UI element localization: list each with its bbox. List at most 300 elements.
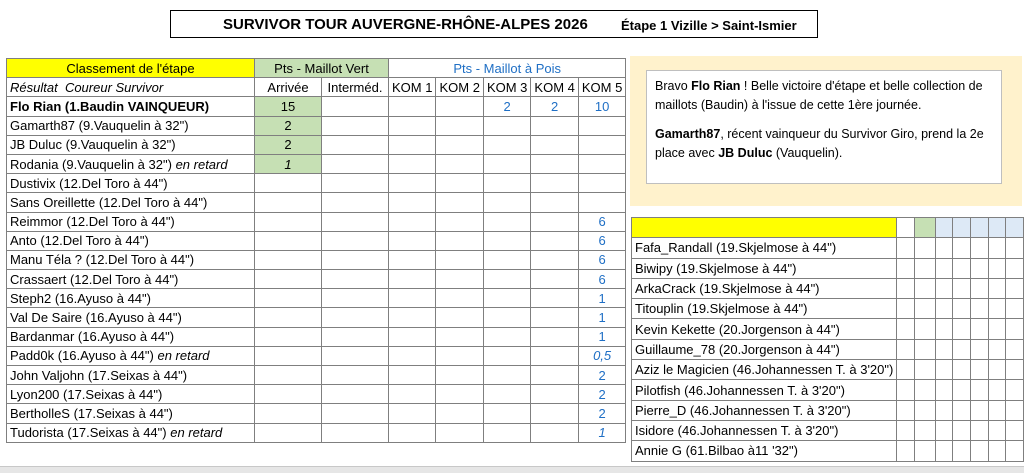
header-row-2: [7, 78, 626, 97]
kom5-cell[interactable]: 0,5: [578, 346, 625, 365]
comment-panel: [630, 56, 1022, 206]
kom1-cell[interactable]: [389, 212, 436, 231]
header-row-1: [7, 59, 626, 78]
kom2-cell[interactable]: [436, 116, 483, 135]
points-cell[interactable]: [971, 441, 989, 461]
kom2-cell[interactable]: [436, 154, 483, 173]
table-row: [7, 366, 626, 385]
intermed-cell[interactable]: [322, 385, 389, 404]
kom3-cell[interactable]: [483, 193, 530, 212]
overflow-results-table: [631, 217, 1024, 462]
kom2-cell[interactable]: [436, 250, 483, 269]
rider-name-cell[interactable]: Pilotfish (46.Johannessen T. à 3'20"): [632, 380, 897, 400]
kom2-cell[interactable]: [436, 270, 483, 289]
points-cell[interactable]: [897, 420, 915, 440]
kom5-cell[interactable]: 6: [578, 250, 625, 269]
side-header-cell: [632, 218, 897, 238]
points-cell[interactable]: [953, 278, 971, 298]
points-cell[interactable]: [935, 360, 953, 380]
kom4-cell[interactable]: [531, 116, 578, 135]
table-row: [7, 193, 626, 212]
rider-name: Tudorista (17.Seixas à 44"): [10, 425, 167, 441]
kom3-cell[interactable]: [483, 404, 530, 423]
kom2-cell[interactable]: [436, 289, 483, 308]
arrivee-cell[interactable]: [255, 366, 322, 385]
points-cell[interactable]: [935, 258, 953, 278]
points-cell[interactable]: [935, 299, 953, 319]
kom3-cell[interactable]: [483, 270, 530, 289]
rider-name-cell[interactable]: Guillaume_78 (20.Jorgenson à 44"): [632, 339, 897, 359]
kom1-cell[interactable]: [389, 154, 436, 173]
kom3-cell[interactable]: [483, 346, 530, 365]
arrivee-cell[interactable]: [255, 193, 322, 212]
rider-name-cell[interactable]: [7, 270, 255, 289]
points-cell[interactable]: [971, 319, 989, 339]
kom5-cell[interactable]: 1: [578, 308, 625, 327]
kom3-cell[interactable]: [483, 423, 530, 442]
points-cell[interactable]: [935, 380, 953, 400]
table-row: [7, 385, 626, 404]
points-cell[interactable]: [1006, 380, 1024, 400]
kom4-cell[interactable]: [531, 270, 578, 289]
side-header-cell: [935, 218, 953, 238]
coureur-label: Coureur Survivor: [64, 79, 164, 95]
kom5-cell[interactable]: [578, 154, 625, 173]
points-cell[interactable]: [988, 420, 1006, 440]
resultat-label: Résultat: [10, 79, 58, 95]
points-cell[interactable]: [953, 339, 971, 359]
points-cell[interactable]: [971, 380, 989, 400]
points-cell[interactable]: [953, 360, 971, 380]
rider-name-cell[interactable]: [7, 346, 255, 365]
kom4-cell[interactable]: [531, 366, 578, 385]
kom5-cell[interactable]: 2: [578, 404, 625, 423]
rider-name-cell[interactable]: [7, 231, 255, 250]
rider-name-cell[interactable]: [7, 174, 255, 193]
points-cell[interactable]: [897, 238, 915, 258]
kom4-header: KOM 4: [531, 78, 578, 97]
kom3-header: KOM 3: [483, 78, 530, 97]
points-cell[interactable]: [897, 258, 915, 278]
points-cell[interactable]: [914, 441, 935, 461]
points-cell[interactable]: [953, 420, 971, 440]
points-cell[interactable]: [1006, 319, 1024, 339]
intermed-cell[interactable]: [322, 97, 389, 116]
rider-name: Crassaert (12.Del Toro à 44"): [10, 271, 179, 287]
kom5-cell[interactable]: 6: [578, 212, 625, 231]
arrivee-cell[interactable]: 1: [255, 154, 322, 173]
kom3-cell[interactable]: [483, 231, 530, 250]
kom1-cell[interactable]: [389, 231, 436, 250]
kom4-cell[interactable]: [531, 231, 578, 250]
rider-name-cell[interactable]: [7, 308, 255, 327]
rider-name: Flo Rian (1.Baudin VAINQUEUR): [10, 98, 210, 114]
page-title: SURVIVOR TOUR AUVERGNE-RHÔNE-ALPES 2026: [223, 16, 588, 33]
comment-name: JB Duluc: [718, 146, 773, 160]
side-header-cell: [953, 218, 971, 238]
intermed-cell[interactable]: [322, 327, 389, 346]
kom4-cell[interactable]: [531, 346, 578, 365]
kom4-cell[interactable]: [531, 212, 578, 231]
kom1-cell[interactable]: [389, 404, 436, 423]
points-cell[interactable]: [1006, 278, 1024, 298]
points-cell[interactable]: [988, 339, 1006, 359]
title-bar: [170, 10, 818, 38]
points-cell[interactable]: [914, 258, 935, 278]
stage-results-table: [6, 58, 626, 443]
arrivee-cell[interactable]: [255, 423, 322, 442]
intermed-cell[interactable]: [322, 231, 389, 250]
points-cell[interactable]: [988, 441, 1006, 461]
kom3-cell[interactable]: [483, 212, 530, 231]
intermed-cell[interactable]: [322, 270, 389, 289]
points-cell[interactable]: [935, 400, 953, 420]
table-row: [7, 346, 626, 365]
kom5-cell[interactable]: [578, 193, 625, 212]
points-cell[interactable]: [1006, 299, 1024, 319]
table-row: [632, 238, 1024, 258]
pts-vert-header: Pts - Maillot Vert: [255, 59, 389, 78]
rider-name: Steph2 (16.Ayuso à 44"): [10, 290, 151, 306]
arrivee-cell[interactable]: [255, 231, 322, 250]
kom5-cell[interactable]: [578, 174, 625, 193]
rider-name-cell[interactable]: [7, 366, 255, 385]
kom3-cell[interactable]: [483, 308, 530, 327]
intermed-cell[interactable]: [322, 423, 389, 442]
points-cell[interactable]: [971, 258, 989, 278]
kom5-cell[interactable]: [578, 135, 625, 154]
kom3-cell[interactable]: [483, 385, 530, 404]
kom1-cell[interactable]: [389, 289, 436, 308]
kom5-cell[interactable]: 10: [578, 97, 625, 116]
kom4-cell[interactable]: [531, 308, 578, 327]
rider-name: Anto (12.Del Toro à 44"): [10, 233, 149, 249]
points-cell[interactable]: [988, 380, 1006, 400]
rider-name-cell[interactable]: [7, 423, 255, 442]
table-row: [7, 154, 626, 173]
comment-text: ! Belle victoire d'étape et belle collection de maillots (Baudin) à l'issue de cette 1ère journée.: [655, 79, 983, 112]
kom1-cell[interactable]: [389, 135, 436, 154]
comment-winner: Flo Rian: [691, 79, 741, 93]
points-cell[interactable]: [935, 238, 953, 258]
kom5-cell[interactable]: 6: [578, 231, 625, 250]
arrivee-cell[interactable]: 2: [255, 135, 322, 154]
rider-name: Manu Téla ? (12.Del Toro à 44"): [10, 252, 195, 268]
kom4-cell[interactable]: [531, 423, 578, 442]
points-cell[interactable]: [914, 278, 935, 298]
kom4-cell[interactable]: [531, 385, 578, 404]
comment-paragraph-2: [655, 125, 993, 163]
arrivee-cell[interactable]: [255, 270, 322, 289]
points-cell[interactable]: [897, 400, 915, 420]
points-cell[interactable]: [897, 278, 915, 298]
points-cell[interactable]: [1006, 400, 1024, 420]
rider-name: Val De Saire (16.Ayuso à 44"): [10, 310, 182, 326]
kom2-cell[interactable]: [436, 174, 483, 193]
rider-name-cell[interactable]: [7, 154, 255, 173]
kom1-cell[interactable]: [389, 423, 436, 442]
kom2-cell[interactable]: [436, 135, 483, 154]
arrivee-cell[interactable]: [255, 212, 322, 231]
kom4-cell[interactable]: [531, 250, 578, 269]
points-cell[interactable]: [914, 400, 935, 420]
table-row: [7, 212, 626, 231]
kom1-cell[interactable]: [389, 366, 436, 385]
side-header-row: [632, 218, 1024, 238]
kom2-cell[interactable]: [436, 308, 483, 327]
kom5-cell[interactable]: [578, 116, 625, 135]
kom3-cell[interactable]: [483, 154, 530, 173]
arrivee-cell[interactable]: [255, 289, 322, 308]
side-header-cell: [971, 218, 989, 238]
points-cell[interactable]: [1006, 339, 1024, 359]
rider-name-cell[interactable]: Isidore (46.Johannessen T. à 3'20"): [632, 420, 897, 440]
points-cell[interactable]: [914, 380, 935, 400]
points-cell[interactable]: [1006, 360, 1024, 380]
kom3-cell[interactable]: [483, 366, 530, 385]
kom5-cell[interactable]: 6: [578, 270, 625, 289]
kom1-cell[interactable]: [389, 346, 436, 365]
points-cell[interactable]: [935, 441, 953, 461]
points-cell[interactable]: [988, 278, 1006, 298]
intermed-cell[interactable]: [322, 135, 389, 154]
kom2-cell[interactable]: [436, 327, 483, 346]
points-cell[interactable]: [953, 258, 971, 278]
points-cell[interactable]: [914, 360, 935, 380]
table-row: [7, 308, 626, 327]
kom3-cell[interactable]: [483, 116, 530, 135]
kom3-cell[interactable]: [483, 327, 530, 346]
points-cell[interactable]: [971, 238, 989, 258]
kom4-cell[interactable]: [531, 327, 578, 346]
kom2-cell[interactable]: [436, 404, 483, 423]
intermed-cell[interactable]: [322, 212, 389, 231]
kom1-cell[interactable]: [389, 193, 436, 212]
kom4-cell[interactable]: [531, 174, 578, 193]
side-header-cell: [988, 218, 1006, 238]
points-cell[interactable]: [914, 238, 935, 258]
kom2-cell[interactable]: [436, 231, 483, 250]
rider-name-cell[interactable]: [7, 385, 255, 404]
rider-name: Padd0k (16.Ayuso à 44"): [10, 348, 154, 364]
rider-name-cell[interactable]: [7, 135, 255, 154]
rider-name-cell[interactable]: [7, 193, 255, 212]
late-note: en retard: [175, 156, 228, 172]
table-row: [7, 250, 626, 269]
arrivee-cell[interactable]: [255, 174, 322, 193]
table-row: [7, 404, 626, 423]
points-cell[interactable]: [953, 299, 971, 319]
rider-name-cell[interactable]: [7, 289, 255, 308]
intermed-cell[interactable]: [322, 116, 389, 135]
points-cell[interactable]: [897, 380, 915, 400]
rider-name: Gamarth87 (9.Vauquelin à 32"): [10, 118, 189, 134]
kom3-cell[interactable]: [483, 135, 530, 154]
table-row: [632, 380, 1024, 400]
points-cell[interactable]: [953, 400, 971, 420]
points-cell[interactable]: [953, 441, 971, 461]
pts-pois-header: Pts - Maillot à Pois: [389, 59, 626, 78]
kom5-cell[interactable]: 1: [578, 327, 625, 346]
arrivee-cell[interactable]: [255, 404, 322, 423]
kom3-cell[interactable]: [483, 250, 530, 269]
rider-name-cell[interactable]: [7, 116, 255, 135]
table-row: [7, 327, 626, 346]
intermed-cell[interactable]: [322, 346, 389, 365]
kom5-cell[interactable]: 2: [578, 385, 625, 404]
kom1-cell[interactable]: [389, 270, 436, 289]
kom2-cell[interactable]: [436, 193, 483, 212]
rider-name-cell[interactable]: [7, 212, 255, 231]
table-row: [632, 299, 1024, 319]
kom1-header: KOM 1: [389, 78, 436, 97]
kom2-cell[interactable]: [436, 212, 483, 231]
rider-name: Sans Oreillette (12.Del Toro à 44"): [10, 194, 208, 210]
points-cell[interactable]: [988, 258, 1006, 278]
points-cell[interactable]: [897, 360, 915, 380]
rider-name-cell[interactable]: Biwipy (19.Skjelmose à 44"): [632, 258, 897, 278]
kom1-cell[interactable]: [389, 327, 436, 346]
points-cell[interactable]: [971, 339, 989, 359]
arrivee-cell[interactable]: [255, 346, 322, 365]
late-note: en retard: [170, 425, 223, 441]
table-row: [7, 116, 626, 135]
points-cell[interactable]: [935, 420, 953, 440]
points-cell[interactable]: [988, 238, 1006, 258]
comment-box: [646, 70, 1002, 184]
kom4-cell[interactable]: [531, 135, 578, 154]
kom4-cell[interactable]: 2: [531, 97, 578, 116]
points-cell[interactable]: [914, 319, 935, 339]
points-cell[interactable]: [897, 441, 915, 461]
kom1-cell[interactable]: [389, 308, 436, 327]
kom1-cell[interactable]: [389, 174, 436, 193]
intermed-cell[interactable]: [322, 193, 389, 212]
arrivee-cell[interactable]: [255, 327, 322, 346]
classement-header: Classement de l'étape: [7, 59, 255, 78]
table-row: [7, 423, 626, 442]
points-cell[interactable]: [971, 299, 989, 319]
kom2-cell[interactable]: [436, 346, 483, 365]
points-cell[interactable]: [988, 400, 1006, 420]
arrivee-cell[interactable]: [255, 385, 322, 404]
rider-name-cell[interactable]: Kevin Kekette (20.Jorgenson à 44"): [632, 319, 897, 339]
points-cell[interactable]: [971, 400, 989, 420]
table-row: [632, 258, 1024, 278]
table-row: [632, 339, 1024, 359]
table-row: [7, 270, 626, 289]
rider-name-cell[interactable]: Aziz le Magicien (46.Johannessen T. à 3'20"): [632, 360, 897, 380]
points-cell[interactable]: [971, 278, 989, 298]
points-cell[interactable]: [1006, 420, 1024, 440]
points-cell[interactable]: [988, 299, 1006, 319]
points-cell[interactable]: [935, 339, 953, 359]
late-note: en retard: [157, 348, 210, 364]
rider-name-cell[interactable]: Titouplin (19.Skjelmose à 44"): [632, 299, 897, 319]
kom2-cell[interactable]: [436, 97, 483, 116]
kom1-cell[interactable]: [389, 250, 436, 269]
points-cell[interactable]: [953, 380, 971, 400]
kom2-cell[interactable]: [436, 366, 483, 385]
kom4-cell[interactable]: [531, 404, 578, 423]
intermed-cell[interactable]: [322, 250, 389, 269]
points-cell[interactable]: [897, 299, 915, 319]
rider-name-cell[interactable]: [7, 97, 255, 116]
kom1-cell[interactable]: [389, 385, 436, 404]
points-cell[interactable]: [914, 420, 935, 440]
table-row: [632, 420, 1024, 440]
rider-name: Dustivix (12.Del Toro à 44"): [10, 175, 168, 191]
table-row: [7, 174, 626, 193]
side-header-cell: [897, 218, 915, 238]
intermed-cell[interactable]: [322, 308, 389, 327]
kom3-cell[interactable]: 2: [483, 97, 530, 116]
points-cell[interactable]: [988, 319, 1006, 339]
points-cell[interactable]: [1006, 238, 1024, 258]
points-cell[interactable]: [914, 299, 935, 319]
points-cell[interactable]: [935, 319, 953, 339]
kom4-cell[interactable]: [531, 289, 578, 308]
rider-name-cell[interactable]: Fafa_Randall (19.Skjelmose à 44"): [632, 238, 897, 258]
kom2-cell[interactable]: [436, 385, 483, 404]
intermed-cell[interactable]: [322, 174, 389, 193]
rider-name-cell[interactable]: [7, 327, 255, 346]
rider-name-cell[interactable]: ArkaCrack (19.Skjelmose à 44"): [632, 278, 897, 298]
rider-name-cell[interactable]: [7, 250, 255, 269]
comment-text: Bravo: [655, 79, 692, 93]
table-row: [632, 400, 1024, 420]
kom5-cell[interactable]: 1: [578, 423, 625, 442]
side-header-cell: [1006, 218, 1024, 238]
points-cell[interactable]: [897, 339, 915, 359]
rider-name: Lyon200 (17.Seixas à 44"): [10, 386, 163, 402]
points-cell[interactable]: [897, 319, 915, 339]
rider-name-cell[interactable]: Annie G (61.Bilbao à11 '32"): [632, 441, 897, 461]
kom3-cell[interactable]: [483, 174, 530, 193]
points-cell[interactable]: [1006, 258, 1024, 278]
points-cell[interactable]: [935, 278, 953, 298]
points-cell[interactable]: [953, 238, 971, 258]
kom5-cell[interactable]: 1: [578, 289, 625, 308]
points-cell[interactable]: [988, 360, 1006, 380]
kom1-cell[interactable]: [389, 116, 436, 135]
rider-name-cell[interactable]: [7, 404, 255, 423]
points-cell[interactable]: [971, 420, 989, 440]
points-cell[interactable]: [1006, 441, 1024, 461]
table-row: [7, 135, 626, 154]
arrivee-cell[interactable]: [255, 308, 322, 327]
kom4-cell[interactable]: [531, 154, 578, 173]
kom3-cell[interactable]: [483, 289, 530, 308]
arrivee-cell[interactable]: 2: [255, 116, 322, 135]
arrivee-cell[interactable]: 15: [255, 97, 322, 116]
kom2-cell[interactable]: [436, 423, 483, 442]
kom4-cell[interactable]: [531, 193, 578, 212]
rider-name-cell[interactable]: Pierre_D (46.Johannessen T. à 3'20"): [632, 400, 897, 420]
intermed-cell[interactable]: [322, 366, 389, 385]
points-cell[interactable]: [953, 319, 971, 339]
kom1-cell[interactable]: [389, 97, 436, 116]
kom5-cell[interactable]: 2: [578, 366, 625, 385]
points-cell[interactable]: [914, 339, 935, 359]
intermed-cell[interactable]: [322, 289, 389, 308]
intermed-cell[interactable]: [322, 154, 389, 173]
side-header-cell: [914, 218, 935, 238]
arrivee-cell[interactable]: [255, 250, 322, 269]
table-row: [632, 319, 1024, 339]
intermed-cell[interactable]: [322, 404, 389, 423]
points-cell[interactable]: [971, 360, 989, 380]
